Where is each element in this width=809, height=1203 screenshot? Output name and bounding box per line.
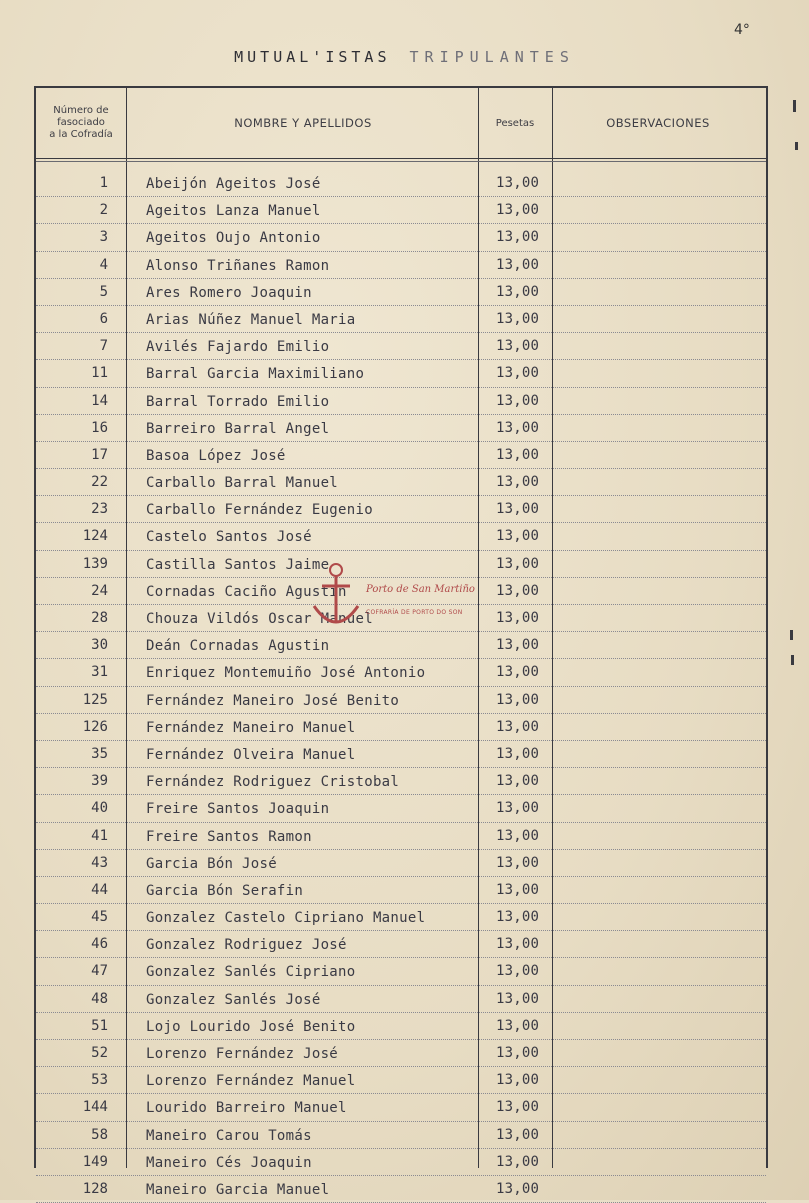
member-number: 40 <box>91 800 108 817</box>
member-number: 23 <box>91 501 108 518</box>
member-pesetas: 13,00 <box>496 745 540 762</box>
page-title <box>0 48 809 66</box>
member-name: Abeijón Ageitos José <box>146 176 321 192</box>
member-pesetas: 13,00 <box>496 1126 540 1143</box>
member-name: Maneiro Garcia Manuel <box>146 1181 330 1198</box>
table-row <box>36 986 766 1013</box>
member-number: 139 <box>82 555 108 572</box>
member-number: 125 <box>82 691 108 708</box>
member-number: 47 <box>91 963 108 980</box>
member-pesetas: 13,00 <box>496 637 540 654</box>
member-number: 30 <box>91 637 108 654</box>
member-pesetas: 13,00 <box>496 555 540 572</box>
table-row <box>36 1176 766 1203</box>
member-pesetas: 13,00 <box>496 338 540 355</box>
member-number: 17 <box>91 446 108 463</box>
table-row <box>36 741 766 768</box>
member-number: 46 <box>91 936 108 953</box>
table-row <box>36 659 766 686</box>
member-name: Lourido Barreiro Manuel <box>146 1100 347 1117</box>
title-part-2: TRIPULANTES <box>409 48 575 66</box>
member-pesetas: 13,00 <box>496 582 540 599</box>
header-observations: OBSERVACIONES <box>606 116 710 130</box>
member-pesetas: 13,00 <box>496 1153 540 1170</box>
member-pesetas: 13,00 <box>496 881 540 898</box>
member-number: 48 <box>91 990 108 1007</box>
member-pesetas: 13,00 <box>496 446 540 463</box>
table-row <box>36 1013 766 1040</box>
member-name: Cornadas Caciño Agustin <box>146 583 347 600</box>
member-name: Basoa López José <box>146 447 286 464</box>
member-number: 5 <box>99 283 108 300</box>
member-number: 149 <box>82 1153 108 1170</box>
table-row <box>36 252 766 279</box>
header-name: NOMBRE Y APELLIDOS <box>234 116 372 130</box>
member-number: 24 <box>91 582 108 599</box>
member-number: 7 <box>99 338 108 355</box>
member-number: 6 <box>99 310 108 327</box>
member-number: 16 <box>91 419 108 436</box>
member-pesetas: 13,00 <box>496 963 540 980</box>
member-name: Freire Santos Joaquin <box>146 801 330 818</box>
header-rule <box>36 161 766 162</box>
table-row <box>36 795 766 822</box>
table-row <box>36 442 766 469</box>
member-number: 39 <box>91 773 108 790</box>
member-number: 1 <box>99 175 108 191</box>
member-number: 3 <box>99 229 108 246</box>
member-number: 53 <box>91 1072 108 1089</box>
member-pesetas: 13,00 <box>496 256 540 273</box>
corner-mark: 4° <box>734 22 750 38</box>
member-number: 14 <box>91 392 108 409</box>
edge-mark <box>790 630 793 640</box>
table-row <box>36 388 766 415</box>
member-number: 41 <box>91 827 108 844</box>
member-number: 51 <box>91 1017 108 1034</box>
member-name: Enriquez Montemuiño José Antonio <box>146 665 426 682</box>
table-row <box>36 877 766 904</box>
member-name: Gonzalez Sanlés José <box>146 991 321 1008</box>
anchor-icon <box>306 556 366 636</box>
header-rule <box>36 158 766 159</box>
member-name: Garcia Bón Serafin <box>146 882 304 899</box>
cofradia-stamp <box>306 556 486 636</box>
member-pesetas: 13,00 <box>496 365 540 382</box>
member-pesetas: 13,00 <box>496 175 540 191</box>
member-pesetas: 13,00 <box>496 202 540 219</box>
member-pesetas: 13,00 <box>496 310 540 327</box>
table-row <box>36 170 766 197</box>
table-row <box>36 333 766 360</box>
header-pesetas: Pesetas <box>495 117 535 129</box>
member-name: Lorenzo Fernández José <box>146 1046 339 1062</box>
member-name: Freire Santos Ramon <box>146 828 312 845</box>
member-name: Deán Cornadas Agustin <box>146 638 330 655</box>
edge-mark <box>793 100 796 112</box>
member-number: 31 <box>91 664 108 681</box>
member-number: 45 <box>91 909 108 926</box>
member-pesetas: 13,00 <box>496 1017 540 1034</box>
member-name: Lojo Lourido José Benito <box>146 1018 356 1035</box>
member-name: Fernández Olveira Manuel <box>146 746 356 763</box>
member-number: 43 <box>91 854 108 871</box>
table-row <box>36 1149 766 1176</box>
member-pesetas: 13,00 <box>496 773 540 790</box>
member-name: Barreiro Barral Angel <box>146 420 330 437</box>
member-number: 144 <box>82 1099 108 1116</box>
title-part-1: MUTUAL'ISTAS <box>234 48 391 66</box>
table-row <box>36 1094 766 1121</box>
edge-mark <box>791 655 794 665</box>
member-name: Barral Garcia Maximiliano <box>146 366 365 383</box>
table-row <box>36 904 766 931</box>
member-name: Gonzalez Rodriguez José <box>146 937 347 954</box>
member-pesetas: 13,00 <box>496 664 540 681</box>
table-row <box>36 931 766 958</box>
member-name: Arias Núñez Manuel Maria <box>146 311 356 328</box>
member-name: Avilés Fajardo Emilio <box>146 339 330 356</box>
member-name: Carballo Barral Manuel <box>146 475 339 492</box>
table-row <box>36 523 766 550</box>
member-pesetas: 13,00 <box>496 909 540 926</box>
member-pesetas: 13,00 <box>496 800 540 817</box>
member-name: Ares Romero Joaquin <box>146 284 312 301</box>
table-row <box>36 469 766 496</box>
member-number: 35 <box>91 745 108 762</box>
member-number: 126 <box>82 718 108 735</box>
header-member-number: Número de fasociado a la Cofradía <box>49 105 113 140</box>
member-pesetas: 13,00 <box>496 936 540 953</box>
member-number: 52 <box>91 1045 108 1061</box>
table-row <box>36 687 766 714</box>
member-number: 2 <box>99 202 108 219</box>
member-name: Maneiro Cés Joaquin <box>146 1154 312 1171</box>
table-row <box>36 306 766 333</box>
member-number: 11 <box>91 365 108 382</box>
stamp-line-1: Porto de San Martiño <box>366 584 475 595</box>
ledger-rows <box>36 170 766 1203</box>
member-pesetas: 13,00 <box>496 691 540 708</box>
member-pesetas: 13,00 <box>496 1099 540 1116</box>
table-row <box>36 850 766 877</box>
member-pesetas: 13,00 <box>496 990 540 1007</box>
member-name: Castilla Santos Jaime <box>146 556 330 573</box>
member-name: Fernández Rodriguez Cristobal <box>146 774 400 791</box>
member-pesetas: 13,00 <box>496 392 540 409</box>
member-number: 58 <box>91 1126 108 1143</box>
member-name: Gonzalez Sanlés Cipriano <box>146 964 356 981</box>
table-row <box>36 197 766 224</box>
member-pesetas: 13,00 <box>496 1180 540 1197</box>
table-row <box>36 496 766 523</box>
table-row <box>36 415 766 442</box>
stamp-line-2: COFRARÍA DE PORTO DO SON <box>366 609 463 616</box>
member-pesetas: 13,00 <box>496 827 540 844</box>
table-row <box>36 1122 766 1149</box>
member-name: Carballo Fernández Eugenio <box>146 502 373 519</box>
table-row <box>36 1040 766 1067</box>
member-pesetas: 13,00 <box>496 501 540 518</box>
member-name: Barral Torrado Emilio <box>146 393 330 410</box>
table-row <box>36 224 766 251</box>
member-pesetas: 13,00 <box>496 419 540 436</box>
table-row <box>36 360 766 387</box>
member-number: 124 <box>82 528 108 545</box>
member-name: Garcia Bón José <box>146 855 277 872</box>
member-pesetas: 13,00 <box>496 474 540 491</box>
member-pesetas: 13,00 <box>496 528 540 545</box>
member-pesetas: 13,00 <box>496 1072 540 1089</box>
member-name: Alonso Triñanes Ramon <box>146 257 330 274</box>
table-row <box>36 714 766 741</box>
table-row <box>36 632 766 659</box>
member-name: Chouza Vildós Oscar Manuel <box>146 611 373 627</box>
member-name: Ageitos Oujo Antonio <box>146 230 321 247</box>
table-row <box>36 279 766 306</box>
member-number: 22 <box>91 474 108 491</box>
member-name: Gonzalez Castelo Cipriano Manuel <box>146 910 426 927</box>
edge-mark <box>795 142 798 150</box>
table-row <box>36 1067 766 1094</box>
member-name: Lorenzo Fernández Manuel <box>146 1073 356 1090</box>
table-row <box>36 958 766 985</box>
member-number: 128 <box>82 1180 108 1197</box>
member-pesetas: 13,00 <box>496 718 540 735</box>
member-number: 28 <box>91 610 108 626</box>
member-number: 4 <box>99 256 108 273</box>
member-pesetas: 13,00 <box>496 1045 540 1061</box>
table-row <box>36 768 766 795</box>
member-pesetas: 13,00 <box>496 229 540 246</box>
member-pesetas: 13,00 <box>496 283 540 300</box>
member-name: Fernández Maneiro Manuel <box>146 719 356 736</box>
member-name: Castelo Santos José <box>146 529 312 546</box>
member-pesetas: 13,00 <box>496 854 540 871</box>
table-row <box>36 823 766 850</box>
member-pesetas: 13,00 <box>496 610 540 626</box>
member-name: Fernández Maneiro José Benito <box>146 692 400 709</box>
member-name: Maneiro Carou Tomás <box>146 1127 312 1144</box>
member-number: 44 <box>91 881 108 898</box>
member-name: Ageitos Lanza Manuel <box>146 203 321 220</box>
